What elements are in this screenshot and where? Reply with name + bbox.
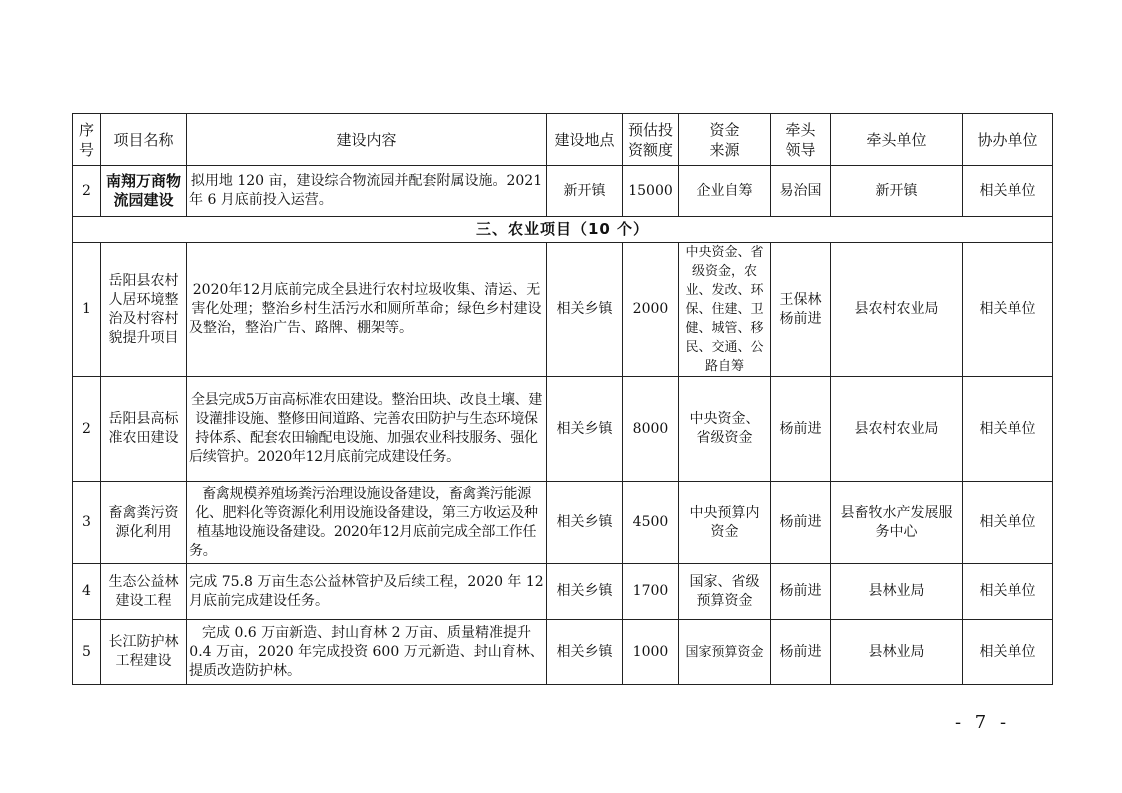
cell-assist-unit: 相关单位	[963, 166, 1053, 217]
cell-project-name: 生态公益林建设工程	[101, 564, 187, 620]
cell-seq: 1	[73, 243, 101, 377]
cell-investment: 1700	[623, 564, 679, 620]
cell-assist-unit: 相关单位	[963, 620, 1053, 685]
cell-seq: 3	[73, 482, 101, 564]
cell-content: 完成 0.6 万亩新造、封山育林 2 万亩、质量精准提升 0.4 万亩，2020 年完成投资 600 万元新造、封山育林、提质改造防护林。	[187, 620, 547, 685]
cell-investment: 2000	[623, 243, 679, 377]
cell-leader: 杨前进	[771, 564, 831, 620]
header-content: 建设内容	[187, 114, 547, 166]
page-number: - 7 -	[955, 712, 1011, 733]
cell-location: 相关乡镇	[547, 243, 623, 377]
cell-seq: 2	[73, 166, 101, 217]
cell-project-name: 长江防护林工程建设	[101, 620, 187, 685]
cell-assist-unit: 相关单位	[963, 377, 1053, 482]
header-leader: 牵头领导	[771, 114, 831, 166]
header-investment: 预估投资额度	[623, 114, 679, 166]
cell-content: 全县完成5万亩高标准农田建设。整治田块、改良土壤、建设灌排设施、整修田间道路、完善农田防护与生态环境保持体系、配套农田输配电设施、加强农业科技服务、强化后续管护。2020年12月底前完成建设任务。	[187, 377, 547, 482]
cell-project-name: 岳阳县农村人居环境整治及村容村貌提升项目	[101, 243, 187, 377]
header-location: 建设地点	[547, 114, 623, 166]
cell-lead-unit: 新开镇	[831, 166, 963, 217]
cell-funding: 国家预算资金	[679, 620, 771, 685]
cell-location: 相关乡镇	[547, 620, 623, 685]
table-row	[73, 166, 1053, 217]
cell-funding: 中央预算内资金	[679, 482, 771, 564]
cell-funding: 企业自筹	[679, 166, 771, 217]
cell-leader: 王保林杨前进	[771, 243, 831, 377]
section-row	[73, 217, 1053, 243]
cell-lead-unit: 县林业局	[831, 620, 963, 685]
section-title: 三、农业项目（10 个）	[73, 217, 1053, 243]
cell-funding: 中央资金、省级资金	[679, 377, 771, 482]
header-funding: 资金来源	[679, 114, 771, 166]
cell-content: 畜禽规模养殖场粪污治理设施设备建设，畜禽粪污能源化、肥料化等资源化利用设施设备建设，第三方收运及种植基地设施设备建设。2020年12月底前完成全部工作任务。	[187, 482, 547, 564]
cell-assist-unit: 相关单位	[963, 482, 1053, 564]
project-table	[72, 113, 1053, 685]
cell-assist-unit: 相关单位	[963, 243, 1053, 377]
cell-leader: 杨前进	[771, 620, 831, 685]
cell-content: 完成 75.8 万亩生态公益林管护及后续工程，2020 年 12 月底前完成建设任务。	[187, 564, 547, 620]
cell-investment: 15000	[623, 166, 679, 217]
table-row	[73, 377, 1053, 482]
cell-project-name: 南翔万商物流园建设	[101, 166, 187, 217]
cell-investment: 4500	[623, 482, 679, 564]
cell-seq: 2	[73, 377, 101, 482]
table-row	[73, 243, 1053, 377]
table-row	[73, 564, 1053, 620]
cell-seq: 4	[73, 564, 101, 620]
cell-investment: 8000	[623, 377, 679, 482]
cell-content: 拟用地 120 亩，建设综合物流园并配套附属设施。2021 年 6 月底前投入运营。	[187, 166, 547, 217]
cell-lead-unit: 县农村农业局	[831, 243, 963, 377]
cell-project-name: 畜禽粪污资源化利用	[101, 482, 187, 564]
cell-location: 相关乡镇	[547, 564, 623, 620]
table-row	[73, 482, 1053, 564]
cell-location: 新开镇	[547, 166, 623, 217]
cell-funding: 中央资金、省级资金，农业、发改、环保、住建、卫健、城管、移民、交通、公路自筹	[679, 243, 771, 377]
cell-investment: 1000	[623, 620, 679, 685]
cell-leader: 易治国	[771, 166, 831, 217]
header-lead-unit: 牵头单位	[831, 114, 963, 166]
cell-project-name: 岳阳县高标准农田建设	[101, 377, 187, 482]
header-seq: 序号	[73, 114, 101, 166]
cell-assist-unit: 相关单位	[963, 564, 1053, 620]
cell-leader: 杨前进	[771, 377, 831, 482]
cell-seq: 5	[73, 620, 101, 685]
cell-funding: 国家、省级预算资金	[679, 564, 771, 620]
table-header-row	[73, 114, 1053, 166]
cell-lead-unit: 县畜牧水产发展服务中心	[831, 482, 963, 564]
cell-location: 相关乡镇	[547, 482, 623, 564]
header-assist-unit: 协办单位	[963, 114, 1053, 166]
header-project-name: 项目名称	[101, 114, 187, 166]
cell-location: 相关乡镇	[547, 377, 623, 482]
cell-content: 2020年12月底前完成全县进行农村垃圾收集、清运、无害化处理；整治乡村生活污水和厕所革命；绿色乡村建设及整治，整治广告、路牌、棚架等。	[187, 243, 547, 377]
cell-leader: 杨前进	[771, 482, 831, 564]
cell-lead-unit: 县林业局	[831, 564, 963, 620]
table-row	[73, 620, 1053, 685]
cell-lead-unit: 县农村农业局	[831, 377, 963, 482]
